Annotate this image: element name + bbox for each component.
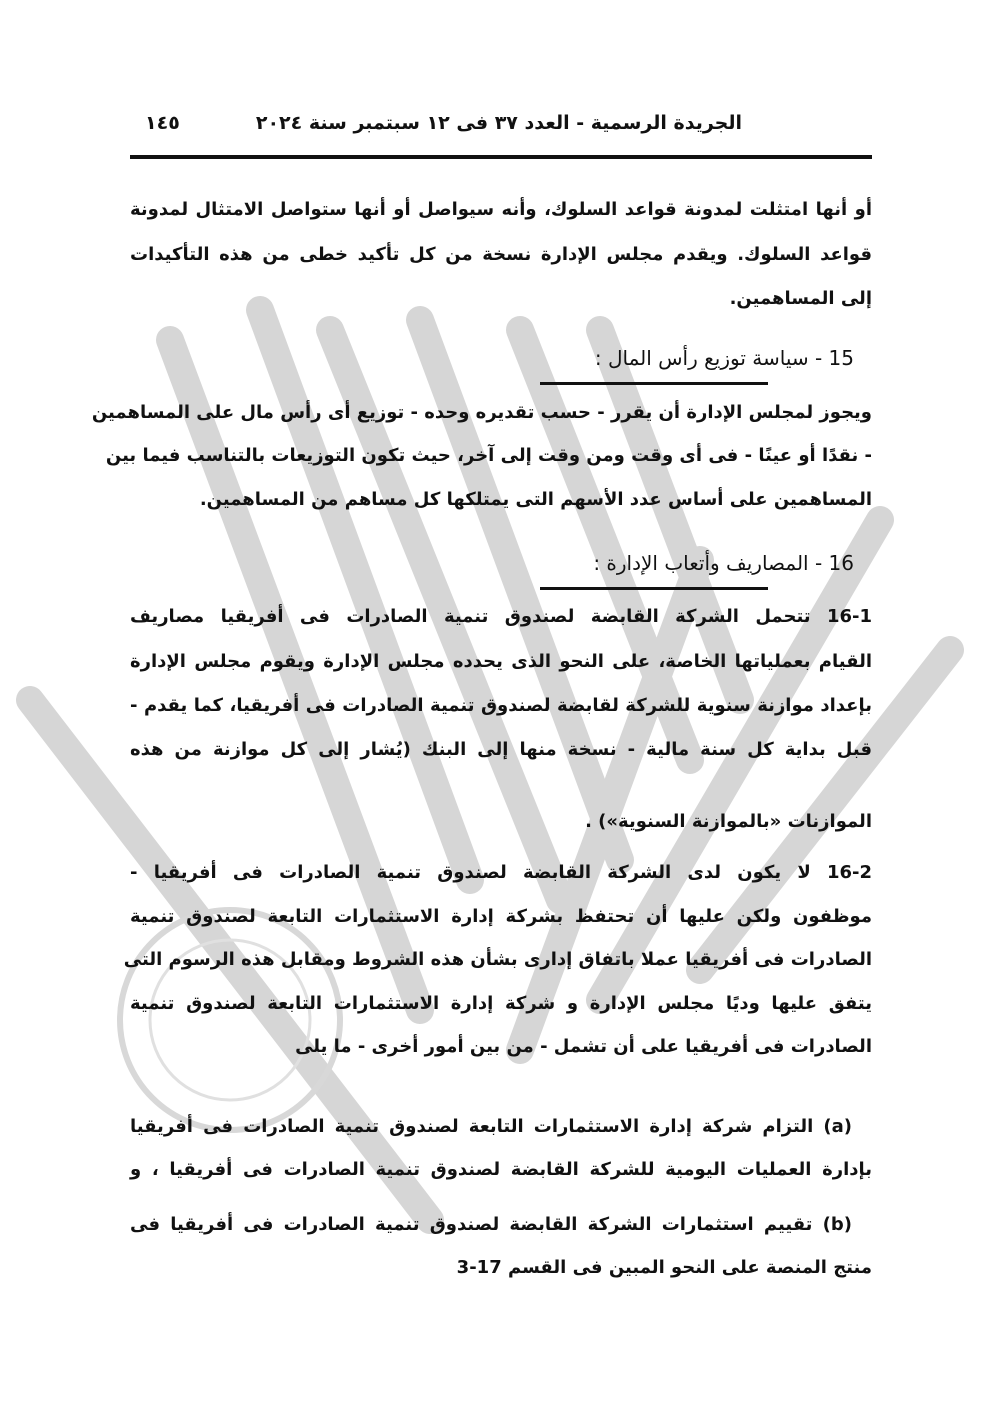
text-line: إلى المساهمين. xyxy=(729,288,872,309)
text-line: بإعداد موازنة سنوية للشركة لقابضة لصندوق تنمية الصادرات فى أفريقيا، كما يقدم - xyxy=(130,695,872,716)
text-line: ويجوز لمجلس الإدارة أن يقرر - حسب تقديره وحده - توزيع أى رأس مال على المساهمين xyxy=(91,402,872,423)
section-16-heading: 16 - المصاريف وأتعاب الإدارة : xyxy=(593,551,854,575)
item-b-line: (b) تقييم استثمارات الشركة القابضة لصندوق تنمية الصادرات فى أفريقيا فى xyxy=(130,1214,852,1235)
header-rule xyxy=(130,155,872,159)
heading-underline xyxy=(540,382,768,385)
text-line: أو أنها امتثلت لمدونة قواعد السلوك، وأنه سيواصل أو أنها ستواصل الامتثال لمدونة xyxy=(130,199,872,220)
text-line: قواعد السلوك. ويقدم مجلس الإدارة نسخة من كل تأكيد خطى من هذه التأكيدات xyxy=(130,244,872,265)
text-line: يتفق عليها وديًا مجلس الإدارة و شركة إدارة الاستثمارات التابعة لصندوق تنمية xyxy=(130,993,872,1014)
text-line: الصادرات فى أفريقيا على أن تشمل - من بين أمور أخرى - ما يلى xyxy=(295,1036,872,1057)
header-title: الجريدة الرسمية - العدد ٣٧ فى ١٢ سبتمبر سنة ٢٠٢٤ xyxy=(255,112,742,134)
page-number: ١٤٥ xyxy=(145,112,180,134)
text-line: القيام بعملياتها الخاصة، على النحو الذى يحدده مجلس الإدارة ويقوم مجلس الإدارة xyxy=(130,651,872,672)
section-15-heading: 15 - سياسة توزيع رأس المال : xyxy=(594,346,854,370)
item-a-line: بإدارة العمليات اليومية للشركة القابضة لصندوق تنمية الصادرات فى أفريقيا ، و xyxy=(130,1159,872,1180)
item-a-line: (a) التزام شركة إدارة الاستثمارات التابعة لصندوق تنمية الصادرات فى أفريقيا xyxy=(130,1116,852,1137)
text-line: موظفون ولكن عليها أن تحتفظ بشركة إدارة الاستثمارات التابعة لصندوق تنمية xyxy=(130,906,872,927)
text-line: المساهمين على أساس عدد الأسهم التى يمتلكها كل مساهم من المساهمين. xyxy=(199,489,872,510)
text-line: 16-1 تتحمل الشركة القابضة لصندوق تنمية الصادرات فى أفريقيا مصاريف xyxy=(130,606,872,627)
text-line: قبل بداية كل سنة مالية - نسخة منها إلى البنك (يُشار إلى كل موازنة من هذه xyxy=(130,739,872,760)
text-line: - نقدًا أو عينًا - فى أى وقت ومن وقت إلى آخر، حيث تكون التوزيعات بالتناسب فيما بين xyxy=(105,445,872,466)
text-line: 16-2 لا يكون لدى الشركة القابضة لصندوق تنمية الصادرات فى أفريقيا - xyxy=(130,862,872,883)
heading-underline xyxy=(540,587,768,590)
text-line: الموازنات «بالموازنة السنوية») . xyxy=(585,811,872,832)
text-line: الصادرات فى أفريقيا عملا باتفاق إدارى بشأن هذه الشروط ومقابل هذه الرسوم التى xyxy=(123,949,872,970)
item-b-line: منتج المنصة على النحو المبين فى القسم 17-3 xyxy=(456,1257,872,1278)
